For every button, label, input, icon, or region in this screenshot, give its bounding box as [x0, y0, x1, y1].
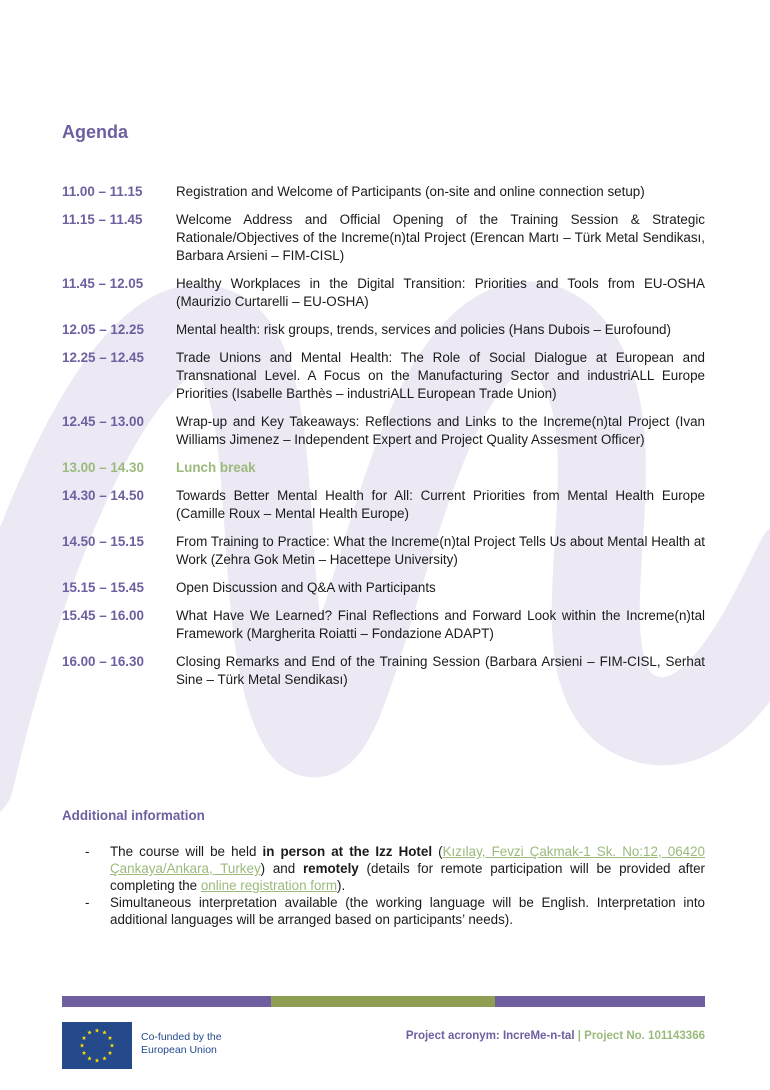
agenda-description: Towards Better Mental Health for All: Current Priorities from Mental Health Europe (Camille Roux – Mental Health Europe) [176, 488, 705, 521]
agenda-time: 15.45 – 16.00 [62, 608, 144, 623]
additional-info-list [85, 843, 705, 928]
agenda-time: 14.50 – 15.15 [62, 534, 144, 549]
list-bullet: - [85, 844, 90, 859]
project-info [406, 1030, 705, 1042]
interpretation-info-text: Simultaneous interpretation available (the working language will be English. Interpretation into additional languages will be arranged based on participants’ needs). [110, 895, 705, 927]
agenda-row [62, 211, 705, 265]
agenda-time: 12.45 – 13.00 [62, 414, 144, 429]
agenda-description: What Have We Learned? Final Reflections and Forward Look within the Increme(n)tal Framework (Margherita Roiatti – Fondazione ADAPT) [176, 608, 705, 641]
agenda-row [62, 533, 705, 569]
agenda-description: Wrap-up and Key Takeaways: Reflections and Links to the Increme(n)tal Project (Ivan Williams Jimenez – Independent Expert and Project Quality Assesment Officer) [176, 414, 705, 447]
agenda-row [62, 183, 705, 201]
venue-info-text: The course will be held in person at the Izz Hotel (Kızılay, Fevzi Çakmak-1 Sk. No:12, 06420 Çankaya/Ankara, Turkey) and remotely (details for remote participation will be provided after completing the online registration form). [110, 844, 705, 893]
registration-form-link[interactable]: online registration form [200, 878, 338, 893]
agenda-row-lunch-break [62, 459, 705, 477]
project-acronym: Project acronym: IncreMe-n-tal [405, 1030, 575, 1042]
agenda-time: 14.30 – 14.50 [62, 488, 144, 503]
agenda-row [62, 275, 705, 311]
agenda-time: 16.00 – 16.30 [62, 654, 144, 669]
footer-separator: | [577, 1030, 581, 1042]
agenda-row [62, 487, 705, 523]
agenda-row [62, 607, 705, 643]
list-bullet: - [85, 895, 90, 910]
agenda-description: From Training to Practice: What the Increme(n)tal Project Tells Us about Mental Health at Work (Zehra Gok Metin – Hacettepe University) [176, 534, 705, 567]
eu-cofunded-label: Co-funded by the European Union [141, 1031, 222, 1056]
agenda-row [62, 349, 705, 403]
remote-label: remotely [302, 861, 359, 876]
agenda-row [62, 413, 705, 449]
agenda-time: 13.00 – 14.30 [62, 460, 144, 475]
additional-info-heading: Additional information [62, 808, 205, 823]
footer-bar-purple-right [495, 996, 705, 1007]
agenda-description: Closing Remarks and End of the Training Session (Barbara Arsieni – FIM-CISL, Serhat Sine – Türk Metal Sendikası) [176, 654, 705, 687]
project-number: Project No. 101143366 [584, 1030, 705, 1042]
list-item [85, 894, 705, 928]
agenda-description: Mental health: risk groups, trends, services and policies (Hans Dubois – Eurofound) [176, 322, 671, 337]
footer-bar-olive-middle [271, 996, 495, 1007]
agenda-time: 12.25 – 12.45 [62, 350, 144, 365]
agenda-table [62, 183, 705, 699]
agenda-description: Welcome Address and Official Opening of the Training Session & Strategic Rationale/Objectives of the Increme(n)tal Project (Erencan Martı – Türk Metal Sendikası, Barbara Arsieni – FIM-CISL) [176, 212, 705, 263]
agenda-row [62, 321, 705, 339]
agenda-row [62, 653, 705, 689]
eu-flag-icon [62, 1022, 132, 1069]
in-person-venue: in person at the Izz Hotel [262, 844, 433, 859]
address-link[interactable]: Kızılay, Fevzi Çakmak-1 Sk. No:12, 06420 Çankaya/Ankara, Turkey [110, 844, 705, 876]
agenda-description: Trade Unions and Mental Health: The Role of Social Dialogue at European and Transnational Level. A Focus on the Manufacturing Sector and industriALL Europe Priorities (Isabelle Barthès – industriALL European Trade Union) [176, 350, 705, 401]
agenda-description: Lunch break [176, 460, 256, 475]
agenda-row [62, 579, 705, 597]
agenda-time: 15.15 – 15.45 [62, 580, 144, 595]
agenda-description: Registration and Welcome of Participants (on-site and online connection setup) [176, 184, 645, 199]
agenda-heading: Agenda [62, 122, 129, 142]
agenda-description: Healthy Workplaces in the Digital Transition: Priorities and Tools from EU-OSHA (Maurizio Curtarelli – EU-OSHA) [176, 276, 705, 309]
agenda-time: 11.15 – 11.45 [62, 212, 143, 227]
agenda-description: Open Discussion and Q&A with Participants [176, 580, 436, 595]
list-item [85, 843, 705, 894]
agenda-time: 11.45 – 12.05 [62, 276, 144, 291]
agenda-time: 11.00 – 11.15 [62, 184, 143, 199]
footer-bar-purple-left [62, 996, 271, 1007]
agenda-time: 12.05 – 12.25 [62, 322, 144, 337]
